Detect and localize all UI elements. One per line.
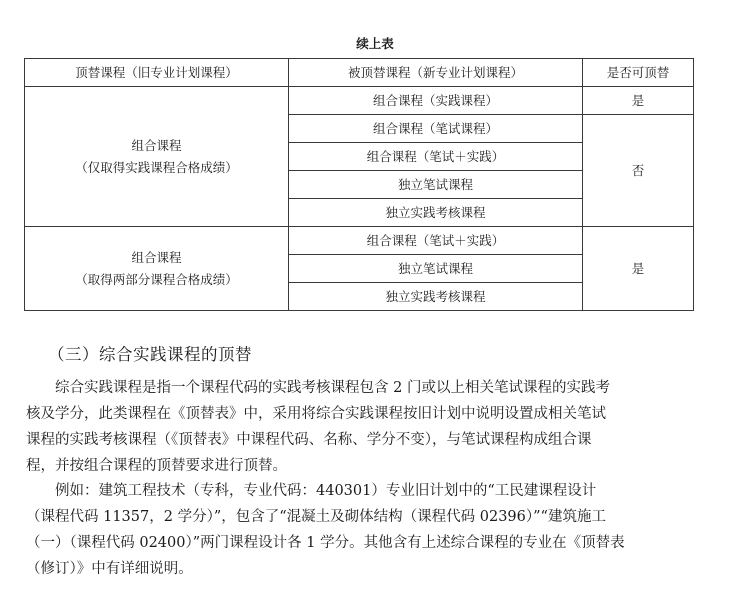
old-course-group-1-note: （仅取得实践课程合格成绩）	[75, 159, 238, 175]
header-old-course: 顶替课程（旧专业计划课程）	[25, 59, 289, 87]
table-caption: 续上表	[356, 36, 394, 51]
new-course-cell: 组合课程（笔试＋实践）	[289, 143, 583, 171]
paragraph-line: 综合实践课程是指一个课程代码的实践考核课程包含 2 门或以上相关笔试课程的实践考	[55, 380, 610, 396]
paragraph-definition	[26, 375, 694, 479]
old-course-group-2	[25, 227, 289, 311]
new-course-cell: 组合课程（实践课程）	[289, 87, 583, 115]
old-course-group-2-name: 组合课程	[131, 249, 182, 265]
new-course-cell: 独立实践考核课程	[289, 199, 583, 227]
paragraph-line: 例如：建筑工程技术（专科，专业代码：440301）专业旧计划中的“工民建课程设计	[55, 483, 597, 499]
section-heading: （三）综合实践课程的顶替	[48, 345, 252, 364]
new-course-cell: 组合课程（笔试课程）	[289, 115, 583, 143]
old-course-group-1-name: 组合课程	[131, 137, 182, 153]
paragraph-example	[26, 478, 694, 582]
table-row	[25, 227, 694, 255]
table-row	[25, 87, 694, 115]
paragraph-line: 核及学分，此类课程在《顶替表》中，采用将综合实践课程按旧计划中说明设置成相关笔试	[26, 406, 606, 422]
paragraph-line: 课程的实践考核课程（《顶替表》中课程代码、名称、学分不变），与笔试课程构成组合课	[26, 432, 592, 448]
paragraph-line: 程，并按组合课程的顶替要求进行顶替。	[26, 458, 287, 474]
new-course-cell: 组合课程（笔试＋实践）	[289, 227, 583, 255]
paragraph-line: （修订）》中有详细说明。	[26, 561, 193, 577]
replaceable-cell: 是	[583, 87, 694, 115]
old-course-group-2-note: （取得两部分课程合格成绩）	[75, 271, 238, 287]
replaceable-cell: 是	[583, 227, 694, 311]
paragraph-line: （课程代码 11357，2 学分）”，包含了“混凝土及砌体结构（课程代码 02396）”“建筑施工	[26, 509, 606, 525]
new-course-cell: 独立笔试课程	[289, 255, 583, 283]
new-course-cell: 独立笔试课程	[289, 171, 583, 199]
substitution-table	[24, 58, 694, 311]
replaceable-cell: 否	[583, 115, 694, 227]
header-replaceable: 是否可顶替	[583, 59, 694, 87]
new-course-cell: 独立实践考核课程	[289, 283, 583, 311]
old-course-group-1	[25, 87, 289, 227]
paragraph-line: （一）（课程代码 02400）”两门课程设计各 1 学分。其他含有上述综合课程的专业在《顶替表	[26, 535, 625, 551]
header-new-course: 被顶替课程（新专业计划课程）	[289, 59, 583, 87]
table-header-row	[25, 59, 694, 87]
